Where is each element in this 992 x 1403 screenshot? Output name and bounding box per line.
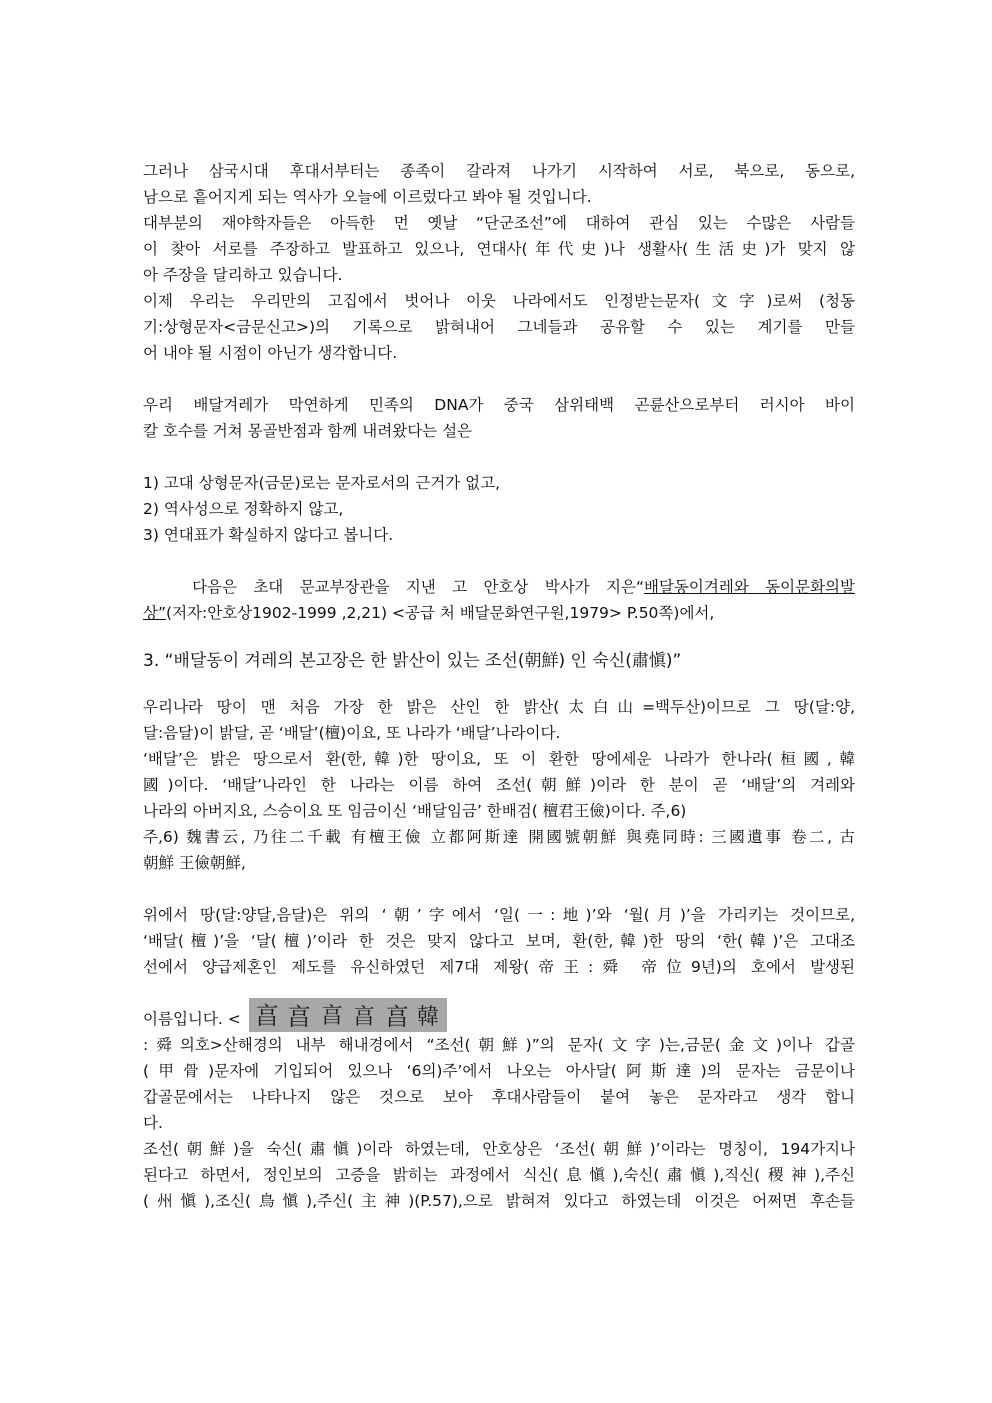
paragraph-intro (143, 158, 855, 210)
text-line: 나라의 아버지요, 스승이요 또 임금이신 ‘배달임금’ 한배검( 檀君王儉)이다. 주,6) (143, 802, 687, 820)
text-line (143, 574, 855, 600)
book-title: 배달동이겨레와 동이문화의발 (643, 578, 855, 596)
bronze-script-glyph-image (249, 998, 447, 1032)
text-line: 우리나라 땅이 맨 처음 가장 한 밝은 산인 한 밝산(太白山=백두산)이므로 그 땅(달:양, (143, 698, 855, 716)
book-title-end: 상” (143, 604, 167, 622)
text-line: 우리 배달겨레가 막연하게 민족의 DNA가 중국 삼위태백 곤륜산으로부터 러시아 바이 (143, 396, 855, 414)
text-line: 그러나 삼국시대 후대서부터는 종족이 갈라져 나가기 시작하여 서로, 북으로, 동으로, (143, 162, 855, 180)
text-line: :舜의호>산해경의 내부 해내경에서 “조선(朝鮮)”의 문자(文字)는,금문(金文)이나 갑골 (143, 1036, 855, 1054)
text-line: 된다고 하면서, 정인보의 고증을 밝히는 과정에서 식신(息愼),숙신(肅愼),직신(稷神),주신 (143, 1166, 855, 1184)
citation-paragraph (143, 574, 855, 626)
text-line: 칼 호수를 거쳐 몽골반점과 함께 내려왔다는 설은 (143, 422, 473, 440)
citation-source: (저자:안호상1902-1999 ,2,21) <공급 처 배달문화연구원,1979> P.50쪽)에서, (166, 604, 715, 622)
glyph-mark: 亯 (384, 1003, 409, 1031)
list-item: 3) 연대표가 확실하지 않다고 봅니다. (143, 526, 394, 544)
text-line: (州愼),조신(鳥愼),주신(主神)(P.57),으로 밝혀져 있다고 하였는데 이것은 어쩌면 후손들 (143, 1192, 855, 1210)
text-line: (甲骨)문자에 기입되어 있으나 ‘6의)주’에서 나오는 아사달(阿斯達)의 문자는 금문이나 (143, 1062, 855, 1080)
text-line: 달:음달)이 밝달, 곧 ‘배달’(檀)이요, 또 나라가 ‘배달’나라이다. (143, 724, 561, 742)
footnote-line: 주,6) 魏書云, 乃往二千載 有檀王儉 立都阿斯達 開國號朝鮮 與堯同時: 三國遺事 卷二, 古 (143, 828, 855, 846)
text-line: 다. (143, 1114, 163, 1132)
glyph-mark: 韓 (416, 1005, 439, 1030)
list-item: 2) 역사성으로 정확하지 않고, (143, 500, 344, 518)
text-line: 조선(朝鮮)을 숙신(肅愼)이라 하였는데, 안호상은 ‘조선(朝鮮)’이라는 명칭이, 194가지나 (143, 1140, 855, 1158)
paragraph-conclusion (143, 1032, 855, 1214)
paragraph-analysis (143, 902, 855, 980)
text-line: 선에서 양급제혼인 제도를 유신하였던 제7대 제왕(帝王:舜 帝位9년)의 호에서 발생된 (143, 958, 855, 976)
glyph-mark: 亯 (320, 1004, 343, 1029)
glyph-mark: 亯 (286, 1003, 311, 1031)
text-line: 남으로 흩어지게 되는 역사가 오늘에 이르렀다고 봐야 될 것입니다. (143, 188, 592, 206)
document-body (143, 158, 855, 1214)
text-line: ‘배달(檀)’을 ‘달(檀)’이라 한 것은 맞지 않다고 보며, 환(한,韓)한 땅의 ‘한(韓)’은 고대조 (143, 932, 855, 950)
text-line: 위에서 땅(달:양달,음달)은 위의 ‘朝’字에서 ‘일(一:地)’와 ‘월(月)’을 가리키는 것이므로, (143, 906, 855, 924)
text-line: 國)이다. ‘배달’나라인 한 나라는 이름 하여 조선(朝鮮)이라 한 분이 곧 ‘배달’의 겨레와 (143, 776, 855, 794)
section-heading: 3. “배달동이 겨레의 본고장은 한 밝산이 있는 조선(朝鮮) 인 숙신(肅愼)” (143, 651, 682, 671)
text-line: 어 내야 될 시점이 아닌가 생각합니다. (143, 344, 398, 362)
text-line: 기:상형문자<금문신고>)의 기록으로 밝혀내어 그네들과 공유할 수 있는 계기를 만들 (143, 318, 855, 336)
glyph-mark: 亯 (352, 1005, 375, 1030)
citation-prefix: 다음은 초대 문교부장관을 지낸 고 안호상 박사가 지은“ (143, 578, 644, 596)
text-line: 갑골문에서는 나타나지 않은 것으로 보아 후대사람들이 붙여 놓은 문자라고 생각 합니 (143, 1088, 855, 1106)
text-line (143, 600, 855, 626)
paragraph-dna-theory (143, 392, 855, 444)
paragraph-baedal (143, 694, 855, 876)
text-line: 이 찾아 서로를 주장하고 발표하고 있으나, 연대사(年代史)나 생활사(生活史)가 맞지 않 (143, 240, 855, 258)
text-line: 이름입니다. < (143, 1010, 241, 1028)
reason-list (143, 470, 855, 548)
glyph-mark: 亯 (254, 1002, 279, 1030)
paragraph-proposal (143, 288, 855, 366)
footnote-line: 朝鮮 王儉朝鮮, (143, 854, 246, 872)
list-item: 1) 고대 상형문자(금문)로는 문자로서의 근거가 없고, (143, 474, 501, 492)
inline-image-line (143, 980, 855, 1032)
text-line: ‘배달’은 밝은 땅으로서 환(한,韓)한 땅이요, 또 이 환한 땅에세운 나라가 한나라(桓國,韓 (143, 750, 855, 768)
glyph-image-svg (249, 998, 447, 1032)
text-line: 이제 우리는 우리만의 고집에서 벗어나 이웃 나라에서도 인정받는문자(文字)로써 (청동 (143, 292, 855, 310)
paragraph-scholars (143, 210, 855, 288)
text-line: 아 주장을 달리하고 있습니다. (143, 266, 343, 284)
text-line: 대부분의 재야학자들은 아득한 먼 옛날 “단군조선”에 대하여 관심 있는 수많은 사람들 (143, 214, 855, 232)
